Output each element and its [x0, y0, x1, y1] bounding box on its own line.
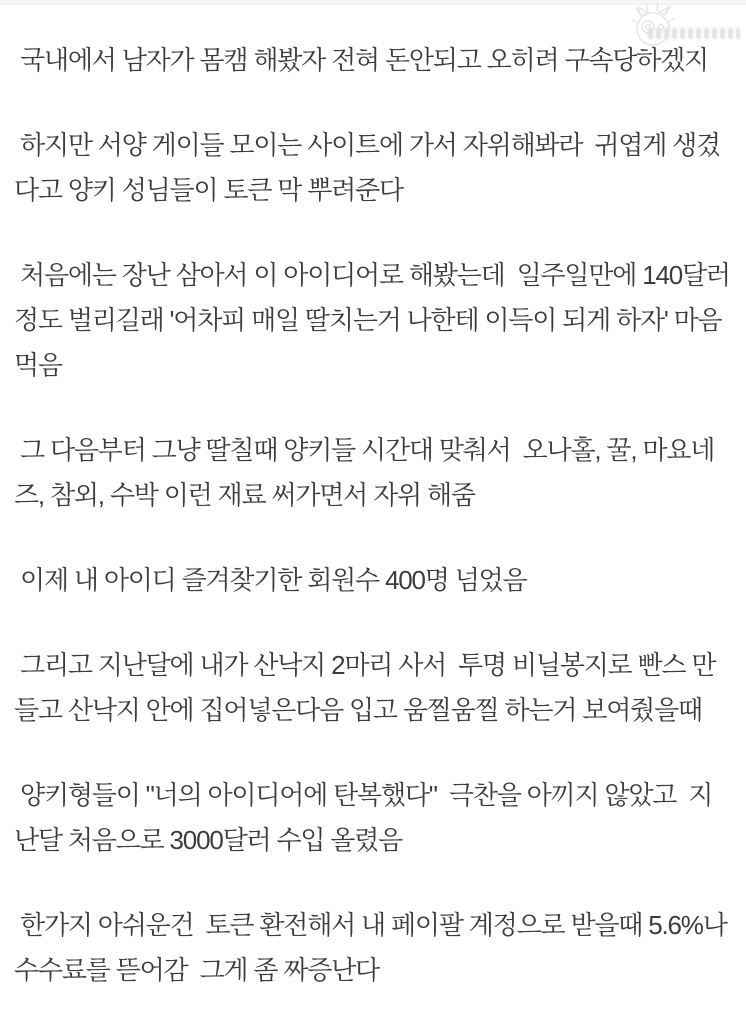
post-paragraph: 그 다음부터 그냥 딸칠때 양키들 시간대 맞춰서 오나홀, 꿀, 마요네즈, 참외, 수박 이런 재료 써가면서 자위 해줌	[14, 435, 715, 510]
post-paragraph: 한가지 아쉬운건 토큰 환전해서 내 페이팔 계정으로 받을때 5.6%나 수수료를 뜯어감 그게 좀 짜증난다	[14, 910, 733, 985]
post-paragraph: 처음에는 장난 삼아서 이 아이디어로 해봤는데 일주일만에 140달러 정도 벌리길래 '어차피 매일 딸치는거 나한테 이득이 되게 하자' 마음먹음	[14, 260, 736, 380]
post-paragraph: 국내에서 남자가 몸캠 해봤자 전혀 돈안되고 오히려 구속당하겠지	[14, 45, 708, 75]
post-paragraph: 그리고 지난달에 내가 산낙지 2마리 사서 투명 비닐봉지로 빤스 만들고 산낙지 안에 집어넣은다음 입고 움찔움찔 하는거 보여줬을때	[14, 650, 716, 725]
post-paragraph: 이제 내 아이디 즐겨찾기한 회원수 400명 넘었음	[14, 565, 527, 595]
post-paragraph: 양키형들이 "너의 아이디어에 탄복했다" 극찬을 아끼지 않았고 지난달 처음으로 3000달러 수입 올렸음	[14, 780, 713, 855]
post-paragraph: 하지만 서양 게이들 모이는 사이트에 가서 자위해봐라 귀엽게 생겼다고 양키 성님들이 토큰 막 뿌려준다	[14, 130, 720, 205]
